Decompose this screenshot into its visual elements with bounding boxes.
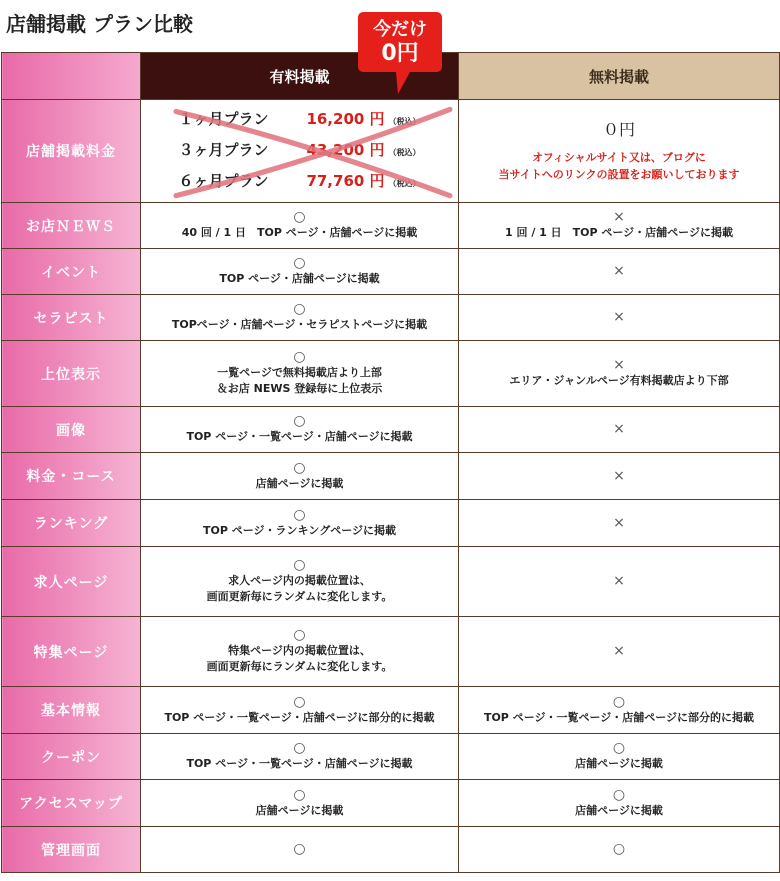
header-corner-cell bbox=[2, 53, 141, 100]
paid-plan-cell bbox=[141, 295, 459, 341]
free-plan-cell bbox=[459, 453, 780, 500]
free-plan-cell bbox=[459, 827, 780, 873]
row-label: ランキング bbox=[2, 500, 141, 547]
free-feature-description: TOP ページ・一覧ページ・店舗ページに部分的に掲載 bbox=[483, 710, 755, 724]
fee-row bbox=[2, 100, 780, 203]
table-row bbox=[2, 249, 780, 295]
free-plan-cell bbox=[459, 687, 780, 734]
free-feature-description: 店舗ページに掲載 bbox=[575, 757, 663, 770]
free-plan-cell bbox=[459, 500, 780, 547]
table-row bbox=[2, 827, 780, 873]
paid-feature-description: 一覧ページで無料掲載店より上部 bbox=[217, 366, 382, 379]
free-plan-header: 無料掲載 bbox=[459, 53, 780, 100]
row-label: 特集ページ bbox=[2, 617, 141, 687]
paid-feature-description: 40 回 / 1 日 TOP ページ・店舗ページに掲載 bbox=[181, 226, 418, 239]
unavailable-mark-icon: × bbox=[613, 573, 625, 589]
free-fee-cell bbox=[459, 100, 780, 203]
row-label: 管理画面 bbox=[2, 827, 141, 873]
table-row bbox=[2, 734, 780, 780]
badge-line2: 0円 bbox=[381, 41, 419, 66]
available-mark-icon: ○ bbox=[293, 693, 306, 710]
plan-tax-note: （税込） bbox=[388, 147, 421, 157]
available-mark-icon: ○ bbox=[612, 693, 626, 710]
available-mark-icon: ○ bbox=[612, 740, 626, 756]
free-plan-cell bbox=[459, 734, 780, 780]
plan-item bbox=[178, 136, 420, 167]
free-plan-cell bbox=[459, 295, 780, 341]
row-label: 上位表示 bbox=[2, 341, 141, 407]
paid-feature-description: TOP ページ・一覧ページ・店舗ページに部分的に掲載 bbox=[164, 710, 435, 724]
available-mark-icon: ○ bbox=[293, 209, 306, 225]
row-label: 求人ページ bbox=[2, 547, 141, 617]
available-mark-icon: ○ bbox=[293, 627, 306, 643]
paid-feature-description: TOPページ・店舗ページ・セラピストページに掲載 bbox=[171, 318, 428, 331]
paid-feature-description: 店舗ページに掲載 bbox=[255, 476, 344, 490]
table-row bbox=[2, 547, 780, 617]
free-plan-cell bbox=[459, 617, 780, 687]
paid-fee-cell bbox=[141, 100, 459, 203]
paid-feature-description: ＆お店 NEWS 登録毎に上位表示 bbox=[216, 382, 383, 395]
paid-feature-description: 店舗ページに掲載 bbox=[255, 803, 344, 817]
unavailable-mark-icon: × bbox=[613, 421, 625, 437]
free-plan-cell bbox=[459, 780, 780, 827]
plan-name: ６ヶ月プラン bbox=[178, 171, 269, 190]
available-mark-icon: ○ bbox=[293, 349, 306, 365]
row-label: 料金・コース bbox=[2, 453, 141, 500]
free-condition-note: 当サイトへのリンクの設置をお願いしております bbox=[498, 168, 740, 181]
paid-plan-header: 有料掲載 bbox=[141, 53, 459, 100]
row-label: イベント bbox=[2, 249, 141, 295]
available-mark-icon: ○ bbox=[293, 557, 306, 573]
free-condition-note: オフィシャルサイト又は、ブログに bbox=[532, 151, 706, 164]
paid-plan-cell bbox=[141, 249, 459, 295]
badge-line1: 今だけ bbox=[373, 19, 427, 40]
row-label: クーポン bbox=[2, 734, 141, 780]
table-row bbox=[2, 407, 780, 453]
paid-plan-cell bbox=[141, 407, 459, 453]
plan-item bbox=[178, 105, 420, 136]
table-row bbox=[2, 617, 780, 687]
free-feature-description: エリア・ジャンルページ有料掲載店より下部 bbox=[509, 374, 729, 387]
plan-price: 16,200 円 bbox=[306, 109, 385, 128]
paid-feature-description: 求人ページ内の掲載位置は、 bbox=[228, 574, 371, 587]
plan-item bbox=[178, 167, 420, 198]
available-mark-icon: ○ bbox=[293, 301, 306, 317]
available-mark-icon: ○ bbox=[612, 786, 626, 803]
available-mark-icon: ○ bbox=[293, 413, 306, 429]
paid-plan-cell bbox=[141, 687, 459, 734]
paid-plan-cell bbox=[141, 780, 459, 827]
unavailable-mark-icon: × bbox=[613, 514, 625, 531]
available-mark-icon: ○ bbox=[293, 786, 306, 803]
row-label: 店舗掲載料金 bbox=[2, 100, 141, 203]
plan-name: ３ヶ月プラン bbox=[178, 140, 269, 159]
paid-plan-cell bbox=[141, 617, 459, 687]
free-plan-cell bbox=[459, 547, 780, 617]
paid-feature-description: TOP ページ・店舗ページに掲載 bbox=[219, 272, 380, 285]
paid-plan-cell bbox=[141, 453, 459, 500]
plan-price: 43,200 円 bbox=[306, 140, 385, 159]
plan-tax-note: （税込） bbox=[388, 116, 421, 126]
unavailable-mark-icon: × bbox=[613, 643, 625, 659]
free-plan-cell bbox=[459, 249, 780, 295]
limited-offer-badge bbox=[354, 4, 446, 96]
available-mark-icon: ○ bbox=[612, 841, 626, 857]
free-plan-cell bbox=[459, 407, 780, 453]
paid-feature-description: 画面更新毎にランダムに変化します。 bbox=[206, 660, 393, 673]
free-plan-cell bbox=[459, 341, 780, 407]
plan-name: １ヶ月プラン bbox=[178, 109, 269, 128]
paid-feature-description: TOP ページ・ランキングページに掲載 bbox=[203, 523, 396, 537]
unavailable-mark-icon: × bbox=[613, 357, 625, 373]
row-label: アクセスマップ bbox=[2, 780, 141, 827]
free-plan-cell bbox=[459, 203, 780, 249]
unavailable-mark-icon: × bbox=[613, 263, 625, 279]
paid-plan-list bbox=[178, 101, 420, 202]
paid-plan-cell bbox=[141, 734, 459, 780]
paid-feature-description: 画面更新毎にランダムに変化します。 bbox=[206, 590, 393, 603]
table-row bbox=[2, 341, 780, 407]
paid-plan-cell bbox=[141, 500, 459, 547]
available-mark-icon: ○ bbox=[293, 841, 306, 857]
unavailable-mark-icon: × bbox=[613, 309, 625, 325]
row-label: セラピスト bbox=[2, 295, 141, 341]
paid-feature-description: TOP ページ・一覧ページ・店舗ページに掲載 bbox=[186, 757, 413, 770]
available-mark-icon: ○ bbox=[293, 506, 306, 523]
page-title: 店舗掲載 プラン比較 bbox=[6, 12, 193, 36]
paid-feature-description: 特集ページ内の掲載位置は、 bbox=[228, 644, 371, 657]
free-feature-description: 1 回 / 1 日 TOP ページ・店舗ページに掲載 bbox=[505, 226, 733, 239]
free-price: ０円 bbox=[602, 120, 635, 139]
row-label: 基本情報 bbox=[2, 687, 141, 734]
unavailable-mark-icon: × bbox=[613, 209, 625, 225]
unavailable-mark-icon: × bbox=[613, 467, 625, 484]
row-label: お店ＮＥＷＳ bbox=[2, 203, 141, 249]
table-row bbox=[2, 500, 780, 547]
available-mark-icon: ○ bbox=[293, 255, 306, 271]
plan-comparison-table bbox=[1, 52, 780, 873]
table-row bbox=[2, 687, 780, 734]
table-row bbox=[2, 453, 780, 500]
table-row bbox=[2, 295, 780, 341]
available-mark-icon: ○ bbox=[293, 740, 306, 756]
plan-price: 77,760 円 bbox=[306, 171, 385, 190]
paid-plan-cell bbox=[141, 827, 459, 873]
paid-plan-cell bbox=[141, 341, 459, 407]
available-mark-icon: ○ bbox=[293, 459, 306, 476]
table-row bbox=[2, 780, 780, 827]
plan-tax-note: （税込） bbox=[388, 178, 421, 188]
paid-plan-cell bbox=[141, 547, 459, 617]
paid-feature-description: TOP ページ・一覧ページ・店舗ページに掲載 bbox=[186, 430, 413, 443]
table-row bbox=[2, 203, 780, 249]
paid-plan-cell bbox=[141, 203, 459, 249]
row-label: 画像 bbox=[2, 407, 141, 453]
free-feature-description: 店舗ページに掲載 bbox=[575, 803, 663, 817]
